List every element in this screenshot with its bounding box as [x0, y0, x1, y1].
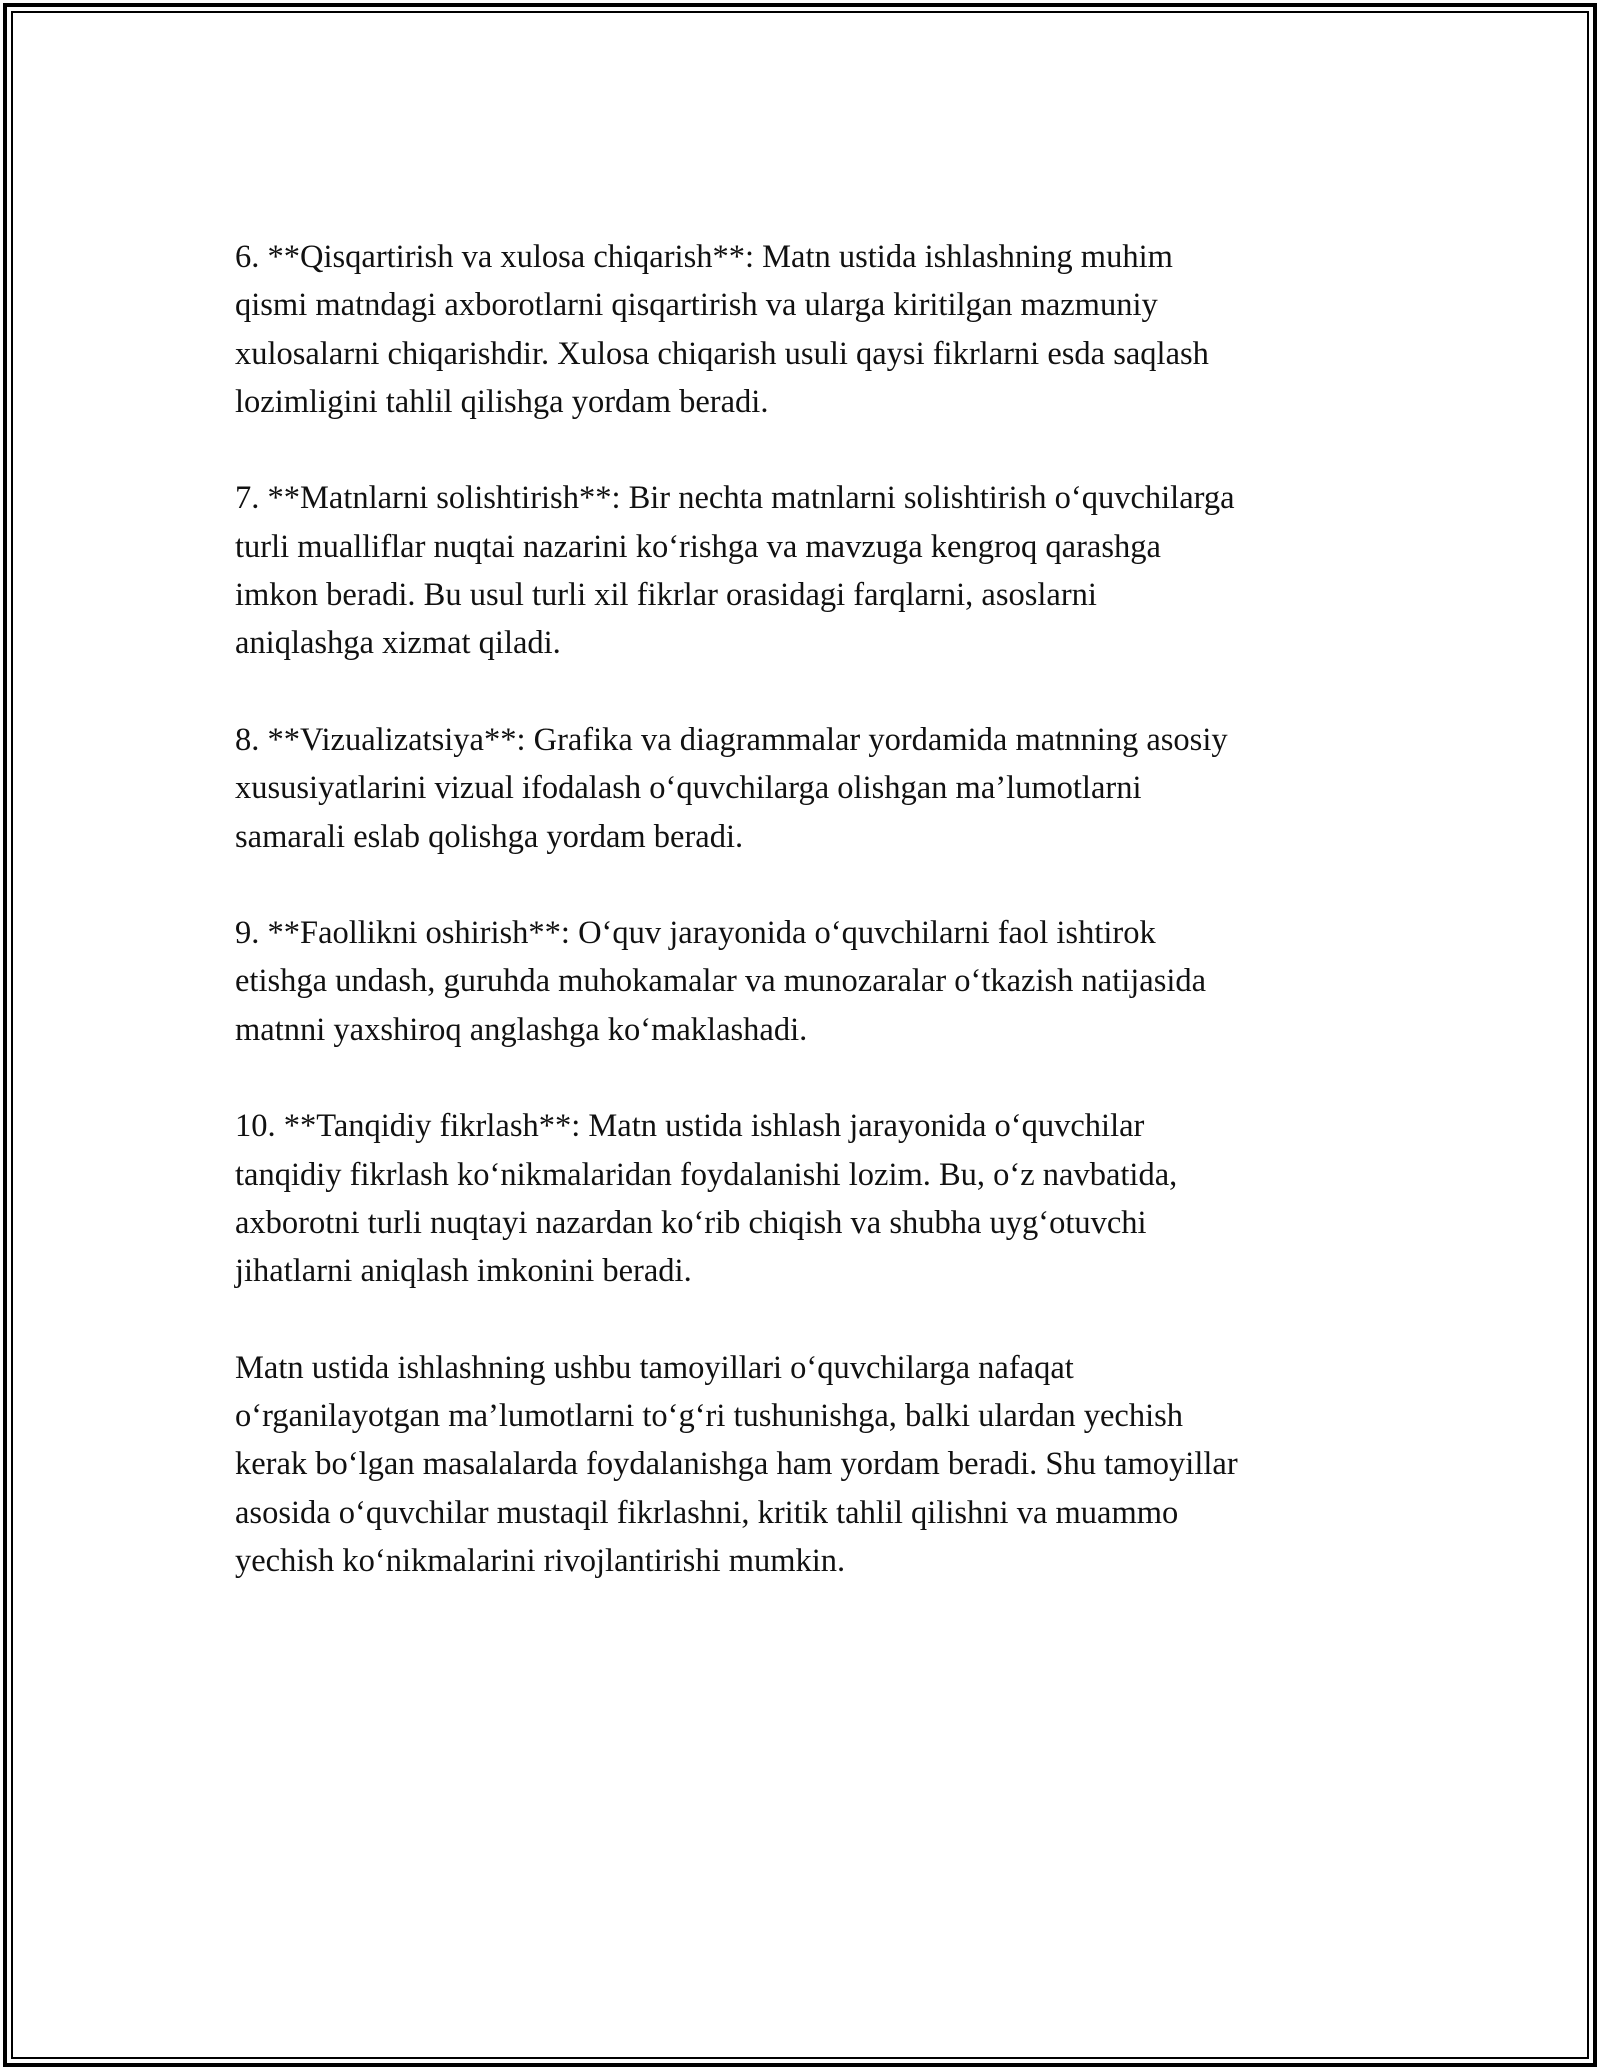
paragraph-item-8: 8. **Vizualizatsiya**: Grafika va diagrammalar yordamida matnning asosiy xususiyatlarini vizual ifodalash o‘quvchilarga olishgan ma’lumotlarni samarali eslab qolishga yordam beradi. — [235, 721, 1228, 855]
paragraph-item-6: 6. **Qisqartirish va xulosa chiqarish**: Matn ustida ishlashning muhim qismi matndagi axborotlarni qisqartirish va ularga kiritilgan mazmuniy xulosalarni chiqarishdir. Xulosa chiqarish usuli qaysi fikrlarni esda saqlash lozimligini tahlil qilishga yordam beradi. — [235, 239, 1209, 420]
paragraph-item-9: 9. **Faollikni oshirish**: O‘quv jarayonida o‘quvchilarni faol ishtirok etishga undash, guruhda muhokamalar va munozaralar o‘tkazish natijasida matnni yaxshiroq anglashga ko‘maklashadi. — [235, 915, 1207, 1048]
paragraph-conclusion: Matn ustida ishlashning ushbu tamoyillari o‘quvchilarga nafaqat o‘rganilayotgan ma’lumotlarni to‘g‘ri tushunishga, balki ulardan yechish kerak bo‘lgan masalalarda foydalanishga ham yordam beradi. Shu tamoyillar asosida o‘quvchilar mustaqil fikrlashni, kritik tahlil qilishni va muammo yechish ko‘nikmalarini rivojlantirishi mumkin. — [235, 1349, 1238, 1580]
document-body — [235, 233, 1375, 1634]
paragraph-item-7: 7. **Matnlarni solishtirish**: Bir nechta matnlarni solishtirish o‘quvchilarga turli mualliflar nuqtai nazarini ko‘rishga va mavzuga kengroq qarashga imkon beradi. Bu usul turli xil fikrlar orasidagi farqlarni, asoslarni aniqlashga xizmat qiladi. — [235, 480, 1235, 662]
paragraph-item-10: 10. **Tanqidiy fikrlash**: Matn ustida ishlash jarayonida o‘quvchilar tanqidiy fikrlash ko‘nikmalaridan foydalanishi lozim. Bu, o‘z navbatida, axborotni turli nuqtayi nazardan ko‘rib chiqish va shubha uyg‘otuvchi jihatlarni aniqlash imkonini beradi. — [235, 1108, 1178, 1290]
